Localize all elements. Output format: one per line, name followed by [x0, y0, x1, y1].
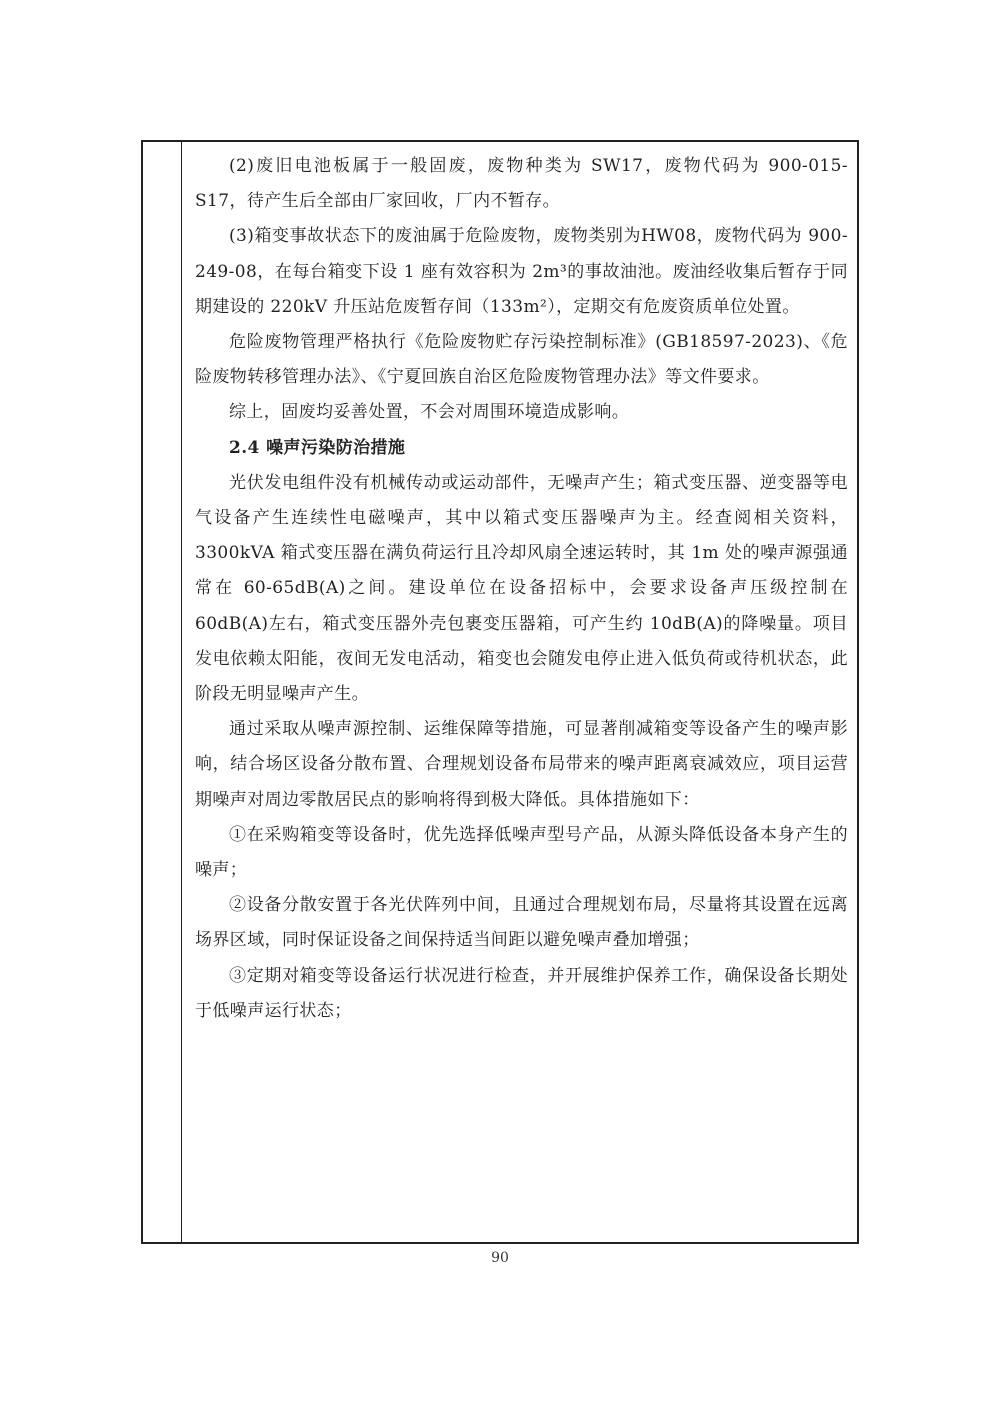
paragraph-hazardous-management: 危险废物管理严格执行《危险废物贮存污染控制标准》(GB18597-2023)、《危险废物转移管理办法》、《宁夏回族自治区危险废物管理办法》等文件要求。: [195, 332, 848, 388]
paragraph-measure-3: ③定期对箱变等设备运行状况进行检查，并开展维护保养工作，确保设备长期处于低噪声运行状态；: [195, 965, 848, 1021]
table-content-cell: [195, 149, 848, 1029]
paragraph-noise-measures-intro: 通过采取从噪声源控制、运维保障等措施，可显著削减箱变等设备产生的噪声影响，结合场区设备分散布置、合理规划设备布局带来的噪声距离衰减效应，项目运营期噪声对周边零散居民点的影响将得到极大降低。具体措施如下：: [195, 719, 848, 810]
section-heading-noise: 2.4 噪声污染防治措施: [229, 437, 406, 458]
table-column-divider: [181, 142, 182, 1242]
table-frame: [141, 140, 859, 1244]
paragraph-solid-waste-summary: 综上，固废均妥善处置，不会对周围环境造成影响。: [229, 402, 630, 423]
paragraph-battery-waste: (2)废旧电池板属于一般固废，废物种类为 SW17，废物代码为 900-015-S17，待产生后全部由厂家回收，厂内不暂存。: [195, 156, 848, 212]
paragraph-noise-sources: 光伏发电组件没有机械传动或运动部件，无噪声产生；箱式变压器、逆变器等电气设备产生连续性电磁噪声，其中以箱式变压器噪声为主。经查阅相关资料，3300kVA 箱式变压器在满负荷运行且冷却风扇全速运转时，其 1m 处的噪声源强通常在 60-65dB(A)之间。建设单位在设备招标中，会要求设备声压级控制在 60dB(A)左右，箱式变压器外壳包裹变压器箱，可产生约 10dB(A)的降噪量。项目发电依赖太阳能，夜间无发电活动，箱变也会随发电停止进入低负荷或待机状态，此阶段无明显噪声产生。: [195, 472, 848, 705]
paragraph-waste-oil: (3)箱变事故状态下的废油属于危险废物，废物类别为HW08，废物代码为 900-249-08，在每台箱变下设 1 座有效容积为 2m³的事故油池。废油经收集后暂存于同期建设的 220kV 升压站危废暂存间（133m²），定期交有危废资质单位处置。: [195, 226, 848, 317]
paragraph-measure-2: ②设备分散安置于各光伏阵列中间，且通过合理规划布局，尽量将其设置在远离场界区域，同时保证设备之间保持适当间距以避免噪声叠加增强；: [195, 895, 848, 951]
paragraph-measure-1: ①在采购箱变等设备时，优先选择低噪声型号产品，从源头降低设备本身产生的噪声；: [195, 824, 848, 881]
page-number: 90: [491, 1250, 509, 1266]
